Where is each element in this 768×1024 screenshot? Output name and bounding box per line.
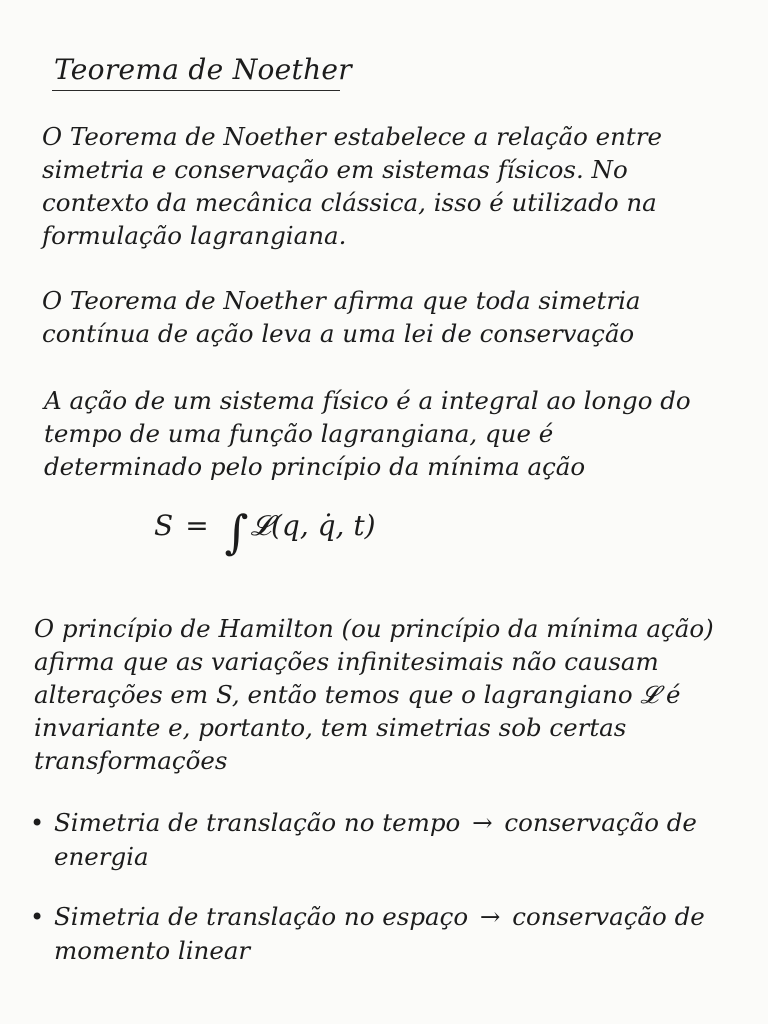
hamilton-principle-paragraph: O princípio de Hamilton (ou princípio da mínima ação) afirma que as variações infinitesimais não causam alterações em S, então temos que o lagrangiano 𝓛 é invariante e, portanto, tem simetrias sob certas transformações [34,614,714,775]
list-item-text [54,806,730,874]
arrow-right-icon: → [472,808,493,837]
list-item-time-symmetry [30,806,730,874]
theorem-statement-paragraph: O Teorema de Noether afirma que toda simetria contínua de ação leva a uma lei de conservação [42,286,641,348]
formula-lhs: S [154,509,174,542]
bullet-icon: • [30,903,45,931]
conservation-label: conservação de energia [54,808,697,871]
action-formula [154,505,376,559]
list-item-space-symmetry [30,900,730,968]
title-underline [52,90,340,91]
conservation-label: conservação de momento linear [54,902,705,965]
integral-sign: ∫ [224,505,249,559]
formula-equals: = [185,509,209,542]
intro-paragraph: O Teorema de Noether estabelece a relação entre simetria e conservação em sistemas físicos. No contexto da mecânica clássica, isso é utilizado na formulação lagrangiana. [42,122,662,250]
arrow-right-icon: → [479,902,501,931]
symmetry-label: Simetria de translação no tempo [54,808,461,837]
bullet-icon: • [30,809,45,837]
formula-rhs: 𝓛(q, q̇, t) [250,509,376,542]
list-item-text [54,900,730,968]
page-title: Teorema de Noether [54,53,352,86]
action-definition-paragraph: A ação de um sistema físico é a integral ao longo do tempo de uma função lagrangiana, que é determinado pelo princípio da mínima ação [44,386,691,481]
symmetry-label: Simetria de translação no espaço [54,902,469,931]
